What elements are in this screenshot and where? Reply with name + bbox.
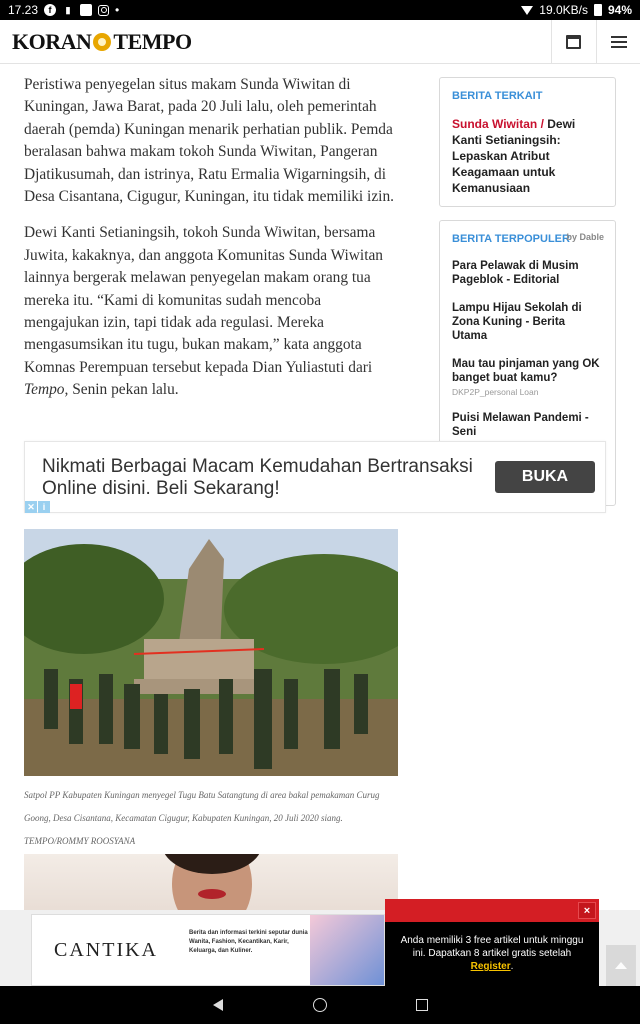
popular-item[interactable] (452, 259, 603, 287)
paywall-close-button[interactable]: × (578, 902, 596, 919)
popular-item-title: Lampu Hijau Sekolah di Zona Kuning - Berita Utama (452, 302, 582, 342)
site-logo[interactable] (12, 29, 192, 55)
calendar-button[interactable] (551, 20, 595, 64)
publication-name: Tempo, (24, 381, 69, 399)
popular-item-title: Mau tau pinjaman yang OK banget buat kamu? (452, 358, 600, 384)
cantika-model-image (310, 915, 385, 986)
ad-banner[interactable] (24, 441, 606, 513)
home-icon (313, 998, 327, 1012)
wifi-icon (521, 6, 533, 15)
logo-mark-icon (93, 33, 111, 51)
ad-info-icon[interactable]: i (38, 501, 50, 513)
paywall-popup (385, 899, 599, 986)
paywall-text: Anda memiliki 3 free artikel untuk minggu ini. Dapatkan 8 artikel gratis setelah (400, 935, 584, 959)
paywall-end: . (510, 961, 514, 972)
paragraph-text: Dewi Kanti Setianingsih, tokoh Sunda Wiwitan, bersama Juwita, kakaknya, dan anggota Komunitas Sunda Wiwitan lainnya bergerak melawan penyegelan makam orang tua mereka itu. “Kami di komunitas sudah mencoba mengajukan izin, tapi tidak ada regulasi. Mereka mengasumsikan itu tugu, bukan makam,” kata anggota Komnas Perempuan tersebut kepada Dian Yuliastuti dari (24, 224, 383, 376)
related-separator: / (537, 117, 548, 131)
calendar-icon (566, 35, 581, 49)
article-paragraph (24, 222, 398, 401)
ad-choices[interactable] (25, 501, 50, 513)
cantika-description: Berita dan informasi terkini seputar dunia Wanita, Fashion, Kecantikan, Karir, Keluarga, dan Kuliner. (189, 930, 308, 954)
menu-button[interactable] (596, 20, 640, 64)
logo-right: TEMPO (113, 28, 192, 54)
popular-item[interactable] (452, 411, 603, 439)
related-headline: Dewi Kanti Setianingsih: Lepaskan Atribut Keagamaan untuk Kemanusiaan (452, 117, 576, 195)
paywall-message (385, 922, 599, 973)
paragraph-tail: Senin pekan lalu. (68, 381, 179, 399)
recent-apps-button[interactable] (412, 995, 432, 1015)
site-header (0, 20, 640, 64)
article-paragraph: Peristiwa penyegelan situs makam Sunda Wiwitan di Kuningan, Jawa Barat, pada 20 Juli lalu, oleh pemerintah daerah (pemda) Kuningan menarik perhatian publik. Pemda beralasan bahwa makam tokoh Sunda Wiwitan, Pangeran Djatikusumah, dan istrinya, Ratu Ermalia Wigarningsih, di Desa Cisantana, Cigugur, Kuningan, itu tidak memiliki izin. (24, 76, 394, 206)
facebook-icon: f (44, 4, 56, 16)
back-button[interactable] (208, 995, 228, 1015)
paywall-header (385, 899, 599, 922)
recent-apps-icon (416, 999, 428, 1011)
popular-item[interactable] (452, 301, 603, 343)
battery-level: 94% (607, 3, 632, 17)
photo-illustration (24, 529, 398, 776)
photo-caption: Satpol PP Kabupaten Kuningan menyegel Tugu Batu Satangtung di area bakal pemakaman Curug Goong, Desa Cisantana, Kecamatan Cigugur, Kabupaten Kuningan, 20 Juli 2020 siang. TEMPO/ROMMY ROOSYANA (24, 790, 380, 846)
status-time: 17.23 (8, 3, 39, 17)
ad-open-button[interactable]: BUKA (495, 461, 595, 493)
related-news-link[interactable] (452, 116, 603, 196)
scroll-top-button[interactable] (606, 945, 636, 986)
back-icon (213, 999, 223, 1011)
status-bar (0, 0, 640, 20)
popular-news-title: BERITA TERPOPULER (452, 233, 570, 245)
flipboard-icon: ▮ (65, 4, 71, 15)
instagram-icon (98, 5, 109, 16)
chevron-up-icon (615, 962, 627, 969)
cantika-logo: CANTIKA (54, 939, 158, 961)
popular-item-source: DKP2P_personal Loan (452, 387, 539, 397)
popular-item[interactable] (452, 357, 603, 397)
popular-item-title: Puisi Melawan Pandemi - Seni (452, 412, 589, 438)
android-nav-bar (0, 986, 640, 1024)
related-news-box (439, 77, 616, 207)
article-body (24, 74, 398, 416)
dot-icon: • (115, 3, 120, 17)
article-photo (24, 529, 398, 776)
ad-text: Nikmati Berbagai Macam Kemudahan Bertransaksi Online disini. Beli Sekarang! (42, 456, 473, 499)
logo-left: KORAN (12, 28, 92, 54)
ad-close-icon[interactable]: ✕ (25, 501, 37, 513)
cantika-ad[interactable] (31, 914, 385, 986)
dable-provider: by Dable (566, 232, 604, 242)
menu-icon (611, 36, 627, 48)
network-speed: 19.0KB/s (539, 3, 588, 17)
register-link[interactable]: Register (470, 961, 511, 972)
related-kicker: Sunda Wiwitan (452, 117, 538, 131)
related-news-title: BERITA TERKAIT (452, 90, 543, 102)
popular-item-title: Para Pelawak di Musim Pageblok - Editorial (452, 260, 579, 286)
battery-icon (594, 4, 602, 16)
square-icon (80, 4, 92, 16)
home-button[interactable] (310, 995, 330, 1015)
